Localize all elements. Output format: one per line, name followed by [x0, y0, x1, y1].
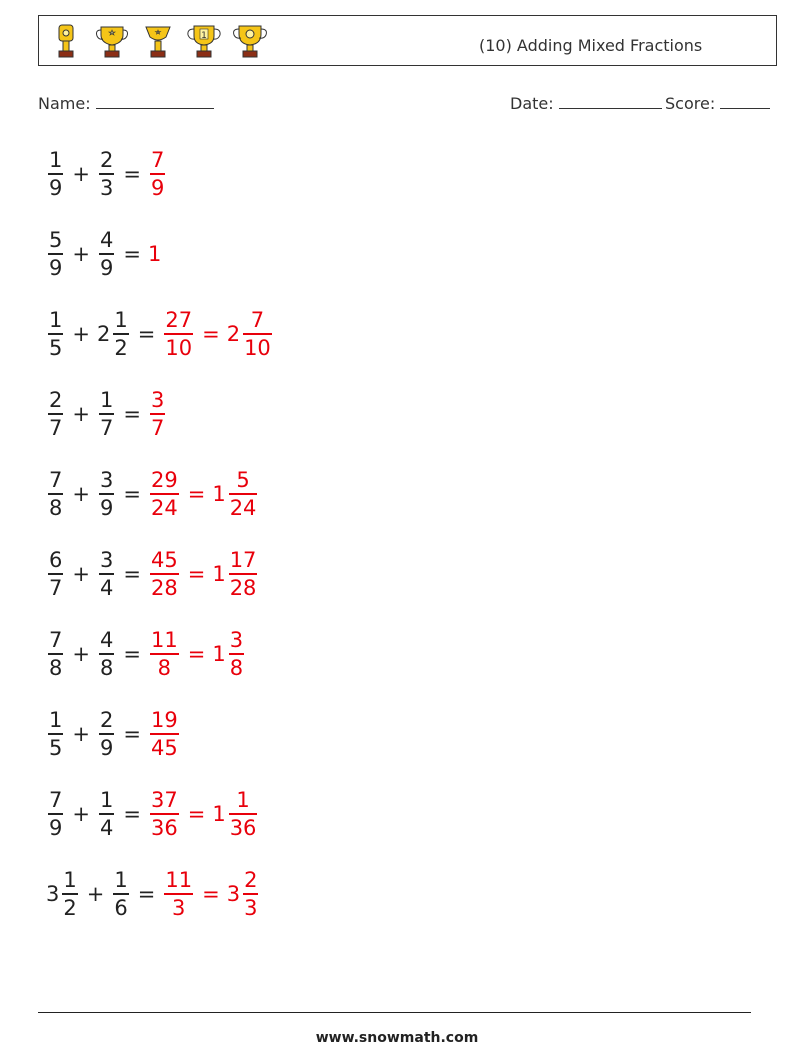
problem-row [46, 543, 259, 605]
addend-b-term [97, 227, 116, 281]
addend-b-fraction [99, 467, 114, 521]
answer-improper-numerator: 27 [165, 308, 193, 333]
svg-text:1: 1 [201, 31, 207, 41]
addend-b-numerator: 1 [99, 388, 114, 413]
addend-a-denominator: 9 [49, 255, 63, 280]
addend-a-fraction [62, 867, 77, 921]
answer-improper-term [148, 387, 167, 441]
answer-improper-fraction [150, 707, 179, 761]
answer-equals-sign: = [187, 562, 206, 586]
addend-b-denominator: 8 [99, 655, 114, 680]
addend-b-term [97, 547, 116, 601]
answer-equals-sign: = [187, 802, 206, 826]
answer-improper-denominator: 45 [150, 735, 178, 760]
addend-a-numerator: 1 [49, 148, 63, 173]
answer-improper-numerator: 7 [150, 148, 165, 173]
answer [148, 147, 167, 201]
answer-mixed-fraction [229, 467, 258, 521]
addend-a-numerator: 1 [63, 868, 77, 893]
addend-b-denominator: 3 [99, 175, 114, 200]
answer-improper-term [162, 307, 195, 361]
answer-mixed-denominator: 28 [229, 575, 257, 600]
equals-sign: = [137, 322, 156, 346]
addend-a-fraction [48, 227, 63, 281]
answer [148, 627, 246, 681]
addend-b-term [97, 627, 116, 681]
addend-a-fraction [48, 547, 63, 601]
addend-b-numerator: 4 [99, 628, 114, 653]
addend-a-fraction [48, 627, 63, 681]
addend-a-term [46, 867, 80, 921]
answer-mixed-denominator: 8 [229, 655, 244, 680]
answer-mixed-fraction [229, 627, 244, 681]
plus-sign: + [72, 562, 90, 586]
problem-row [46, 623, 246, 685]
addend-b-numerator: 4 [99, 228, 114, 253]
addend-a-fraction [48, 147, 63, 201]
answer-mixed-numerator: 5 [236, 468, 250, 493]
addend-b-term [97, 787, 116, 841]
trophy-plain-icon [47, 21, 85, 61]
plus-sign: + [72, 642, 90, 666]
trophy-number-1-icon [185, 21, 223, 61]
date-blank-line[interactable] [559, 94, 662, 109]
answer-mixed-fraction [229, 547, 258, 601]
answer-equals-sign: = [187, 482, 206, 506]
answer-improper-term [162, 867, 195, 921]
answer-improper-term [148, 627, 181, 681]
problem-row [46, 783, 259, 845]
date-label: Date: [510, 94, 554, 113]
answer-mixed-numerator: 17 [229, 548, 257, 573]
answer-equals-sign: = [202, 882, 220, 906]
addend-a-term [46, 627, 65, 681]
addend-b-numerator: 3 [99, 468, 114, 493]
addend-b-denominator: 4 [99, 815, 114, 840]
answer-mixed-whole: 1 [212, 482, 226, 506]
addend-a-term [46, 147, 65, 201]
plus-sign: + [72, 242, 90, 266]
answer-improper-numerator: 37 [150, 788, 178, 813]
plus-sign: + [72, 802, 90, 826]
addend-b-numerator: 2 [99, 148, 114, 173]
addend-b-denominator: 2 [114, 335, 128, 360]
answer-mixed-numerator: 7 [250, 308, 265, 333]
answer-mixed-term [212, 547, 259, 601]
answer [148, 467, 259, 521]
equals-sign: = [123, 482, 141, 506]
answer-mixed-denominator: 3 [244, 895, 258, 920]
addend-a-term [46, 387, 65, 441]
addend-a-denominator: 5 [49, 735, 63, 760]
addend-a-numerator: 7 [49, 788, 63, 813]
name-label: Name: [38, 94, 91, 113]
answer [148, 787, 259, 841]
answer-improper-term [148, 467, 181, 521]
addend-b-fraction [99, 707, 114, 761]
addend-a-fraction [48, 467, 63, 521]
addend-a-denominator: 9 [49, 175, 63, 200]
plus-sign: + [72, 722, 90, 746]
problem-row [46, 703, 181, 765]
answer-improper-term [148, 547, 181, 601]
answer-mixed-term [227, 867, 261, 921]
addend-a-denominator: 2 [63, 895, 77, 920]
answer-mixed-whole: 1 [212, 562, 226, 586]
worksheet-title: (10) Adding Mixed Fractions [479, 36, 703, 55]
answer-mixed-term [212, 787, 259, 841]
addend-b-fraction [113, 307, 128, 361]
addend-a-numerator: 7 [49, 628, 63, 653]
answer [148, 242, 161, 266]
answer-improper-denominator: 7 [150, 415, 165, 440]
addend-b-term [97, 307, 131, 361]
addend-a-term [46, 547, 65, 601]
addend-b-denominator: 9 [99, 495, 114, 520]
answer-improper-fraction [150, 787, 179, 841]
answer-improper-fraction [150, 387, 165, 441]
equals-sign: = [137, 882, 156, 906]
answer-improper-denominator: 10 [165, 335, 193, 360]
addend-b-numerator: 1 [114, 868, 128, 893]
answer-improper-fraction [150, 547, 179, 601]
problem-row [46, 383, 167, 445]
answer-improper-fraction [150, 147, 165, 201]
answer-mixed-whole: 1 [212, 642, 226, 666]
problem-row [46, 463, 259, 525]
trophy-star-small-icon [139, 21, 177, 61]
footer-url: www.snowmath.com [315, 1030, 479, 1046]
equals-sign: = [123, 562, 141, 586]
answer-improper-numerator: 3 [150, 388, 165, 413]
answer-improper-term [148, 707, 181, 761]
addend-b-term [97, 467, 116, 521]
answer [162, 867, 260, 921]
answer-mixed-denominator: 10 [244, 335, 271, 360]
footer-divider [38, 1012, 751, 1013]
addend-b-fraction [99, 387, 114, 441]
trophy-flower-icon [231, 21, 269, 61]
addend-a-term [46, 467, 65, 521]
addend-a-fraction [48, 787, 63, 841]
addend-a-fraction [48, 387, 63, 441]
plus-sign: + [72, 482, 90, 506]
addend-b-term [111, 867, 130, 921]
answer-improper-denominator: 36 [150, 815, 178, 840]
score-field[interactable] [665, 94, 770, 113]
addend-a-term [46, 787, 65, 841]
trophy-row [47, 21, 269, 61]
addend-a-numerator: 2 [49, 388, 63, 413]
addend-b-denominator: 4 [99, 575, 114, 600]
addend-a-numerator: 6 [49, 548, 63, 573]
answer-improper-numerator: 11 [165, 868, 193, 893]
addend-b-fraction [99, 627, 114, 681]
addend-b-term [97, 387, 116, 441]
answer-improper-fraction [164, 867, 193, 921]
answer-mixed-denominator: 36 [229, 815, 257, 840]
equals-sign: = [123, 162, 141, 186]
answer-mixed-fraction [229, 787, 258, 841]
answer-equals-sign: = [187, 642, 206, 666]
problem-row [46, 223, 161, 285]
addend-b-whole: 2 [96, 322, 111, 346]
addend-a-numerator: 7 [49, 468, 63, 493]
answer-mixed-term [212, 467, 259, 521]
equals-sign: = [123, 242, 141, 266]
answer-whole: 1 [147, 242, 162, 266]
addend-a-denominator: 7 [49, 415, 63, 440]
answer-improper-numerator: 11 [150, 628, 178, 653]
plus-sign: + [72, 322, 90, 346]
addend-a-fraction [48, 307, 63, 361]
answer-mixed-denominator: 24 [229, 495, 257, 520]
answer-improper-numerator: 29 [150, 468, 178, 493]
answer-improper-fraction [150, 627, 179, 681]
problem-row [46, 143, 167, 205]
addend-b-fraction [99, 147, 114, 201]
addend-b-denominator: 6 [114, 895, 128, 920]
addend-a-numerator: 1 [49, 708, 63, 733]
answer [148, 547, 259, 601]
answer-mixed-whole: 2 [226, 322, 241, 346]
addend-b-fraction [113, 867, 128, 921]
answer-improper-fraction [164, 307, 193, 361]
addend-a-denominator: 8 [49, 495, 63, 520]
addend-b-term [97, 147, 116, 201]
addend-b-fraction [99, 787, 114, 841]
addend-b-denominator: 9 [99, 255, 114, 280]
addend-a-denominator: 5 [49, 335, 63, 360]
answer-improper-term [148, 787, 181, 841]
answer-mixed-term [212, 627, 246, 681]
addend-a-whole: 3 [46, 882, 60, 906]
plus-sign: + [86, 882, 105, 906]
equals-sign: = [123, 802, 141, 826]
addend-b-denominator: 9 [99, 735, 114, 760]
problem-row [46, 863, 260, 925]
answer-improper-denominator: 3 [172, 895, 186, 920]
trophy-star-icon [93, 21, 131, 61]
answer-equals-sign: = [202, 322, 220, 346]
addend-b-numerator: 3 [99, 548, 114, 573]
answer-improper-fraction [150, 467, 179, 521]
answer-improper-numerator: 45 [150, 548, 178, 573]
score-blank-line[interactable] [720, 94, 770, 109]
addend-b-fraction [99, 547, 114, 601]
addend-a-term [46, 307, 65, 361]
addend-b-term [97, 707, 116, 761]
addend-b-numerator: 1 [99, 788, 114, 813]
equals-sign: = [123, 642, 141, 666]
answer-improper-term [148, 147, 167, 201]
answer [148, 387, 167, 441]
name-field[interactable] [38, 94, 214, 113]
answer-mixed-numerator: 3 [229, 628, 244, 653]
addend-b-numerator: 2 [99, 708, 114, 733]
addend-b-denominator: 7 [99, 415, 114, 440]
answer-mixed-numerator: 2 [244, 868, 258, 893]
addend-a-term [46, 707, 65, 761]
addend-a-denominator: 8 [49, 655, 63, 680]
addend-a-denominator: 9 [49, 815, 63, 840]
problem-row [46, 303, 274, 365]
answer [162, 307, 273, 361]
answer-improper-numerator: 19 [150, 708, 178, 733]
equals-sign: = [123, 402, 141, 426]
addend-a-numerator: 5 [49, 228, 63, 253]
answer-mixed-whole: 3 [226, 882, 241, 906]
answer-mixed-whole: 1 [212, 802, 226, 826]
addend-b-numerator: 1 [114, 308, 128, 333]
addend-a-term [46, 227, 65, 281]
addend-a-fraction [48, 707, 63, 761]
answer-improper-denominator: 9 [150, 175, 165, 200]
answer-improper-denominator: 28 [150, 575, 178, 600]
name-blank-line[interactable] [96, 94, 214, 109]
addend-b-fraction [99, 227, 114, 281]
addend-a-denominator: 7 [49, 575, 63, 600]
worksheet-header [38, 15, 777, 66]
date-field[interactable] [510, 94, 662, 113]
answer-improper-denominator: 24 [150, 495, 178, 520]
answer [148, 707, 181, 761]
plus-sign: + [72, 162, 90, 186]
plus-sign: + [72, 402, 90, 426]
answer-mixed-numerator: 1 [236, 788, 250, 813]
answer-mixed-term [227, 307, 274, 361]
answer-mixed-fraction [243, 867, 258, 921]
answer-mixed-fraction [243, 307, 272, 361]
answer-improper-denominator: 8 [157, 655, 172, 680]
equals-sign: = [123, 722, 141, 746]
score-label: Score: [665, 94, 716, 113]
addend-a-numerator: 1 [49, 308, 63, 333]
